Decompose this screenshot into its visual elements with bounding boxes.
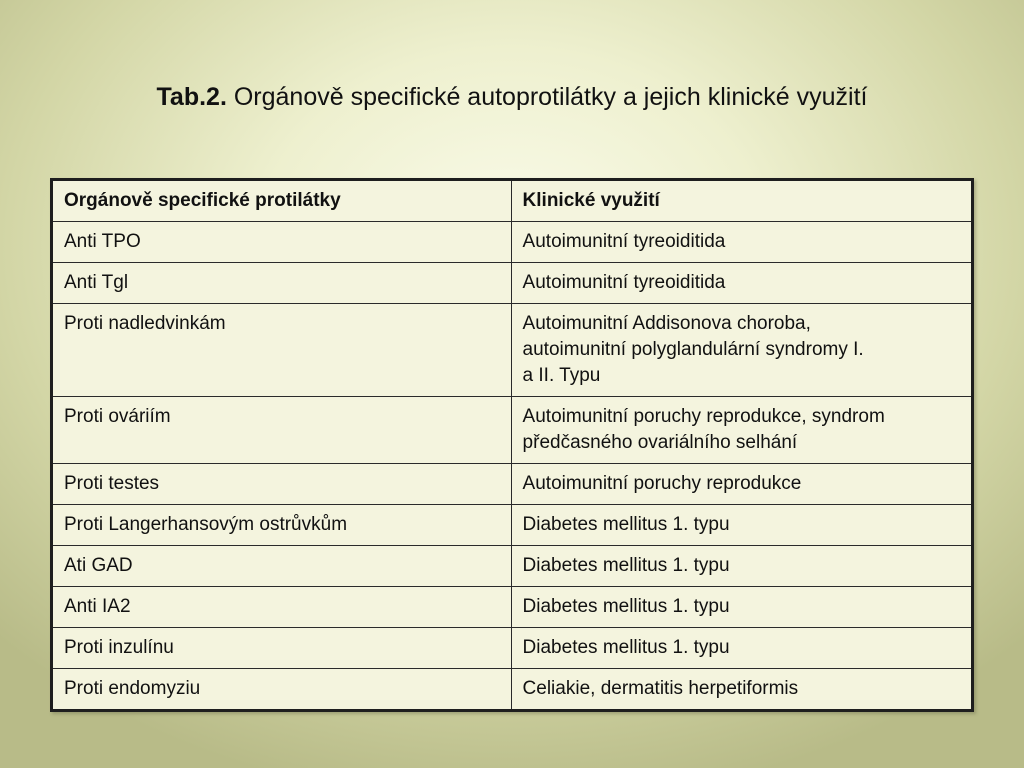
antibody-cell: Proti endomyziu — [52, 669, 512, 711]
table-row — [52, 263, 973, 304]
autoantibody-table — [50, 178, 974, 712]
clinical-use-cell: Diabetes mellitus 1. typu — [511, 587, 972, 628]
clinical-use-cell: Diabetes mellitus 1. typu — [511, 505, 972, 546]
header-clinical-use: Klinické využití — [511, 180, 972, 222]
header-antibodies: Orgánově specifické protilátky — [52, 180, 512, 222]
antibody-cell: Anti IA2 — [52, 587, 512, 628]
antibody-cell: Proti inzulínu — [52, 628, 512, 669]
table-row — [52, 628, 973, 669]
table-row — [52, 397, 973, 464]
clinical-use-cell: Autoimunitní poruchy reprodukce — [511, 464, 972, 505]
title-text: Orgánově specifické autoprotilátky a jejich klinické využití — [226, 83, 868, 111]
table-row — [52, 304, 973, 397]
clinical-use-cell: Autoimunitní tyreoiditida — [511, 263, 972, 304]
antibody-cell: Proti Langerhansovým ostrůvkům — [52, 505, 512, 546]
clinical-use-cell: Celiakie, dermatitis herpetiformis — [511, 669, 972, 711]
antibody-cell: Ati GAD — [52, 546, 512, 587]
antibody-cell: Anti TPO — [52, 222, 512, 263]
table-body — [52, 222, 973, 711]
table-number: Tab.2. — [156, 83, 227, 111]
table-row — [52, 587, 973, 628]
clinical-use-cell: Autoimunitní Addisonova choroba, autoimunitní polyglandulární syndromy I. a II. Typu — [511, 304, 972, 397]
antibody-cell: Proti ováriím — [52, 397, 512, 464]
antibody-cell: Proti nadledvinkám — [52, 304, 512, 397]
table-row — [52, 546, 973, 587]
slide-title — [0, 80, 1024, 114]
antibody-cell: Proti testes — [52, 464, 512, 505]
clinical-use-cell: Diabetes mellitus 1. typu — [511, 546, 972, 587]
table-row — [52, 669, 973, 711]
antibody-cell: Anti Tgl — [52, 263, 512, 304]
clinical-use-cell: Diabetes mellitus 1. typu — [511, 628, 972, 669]
table-row — [52, 464, 973, 505]
table-row — [52, 222, 973, 263]
table-row — [52, 505, 973, 546]
clinical-use-cell: Autoimunitní poruchy reprodukce, syndrom předčasného ovariálního selhání — [511, 397, 972, 464]
table-header-row — [52, 180, 973, 222]
clinical-use-cell: Autoimunitní tyreoiditida — [511, 222, 972, 263]
